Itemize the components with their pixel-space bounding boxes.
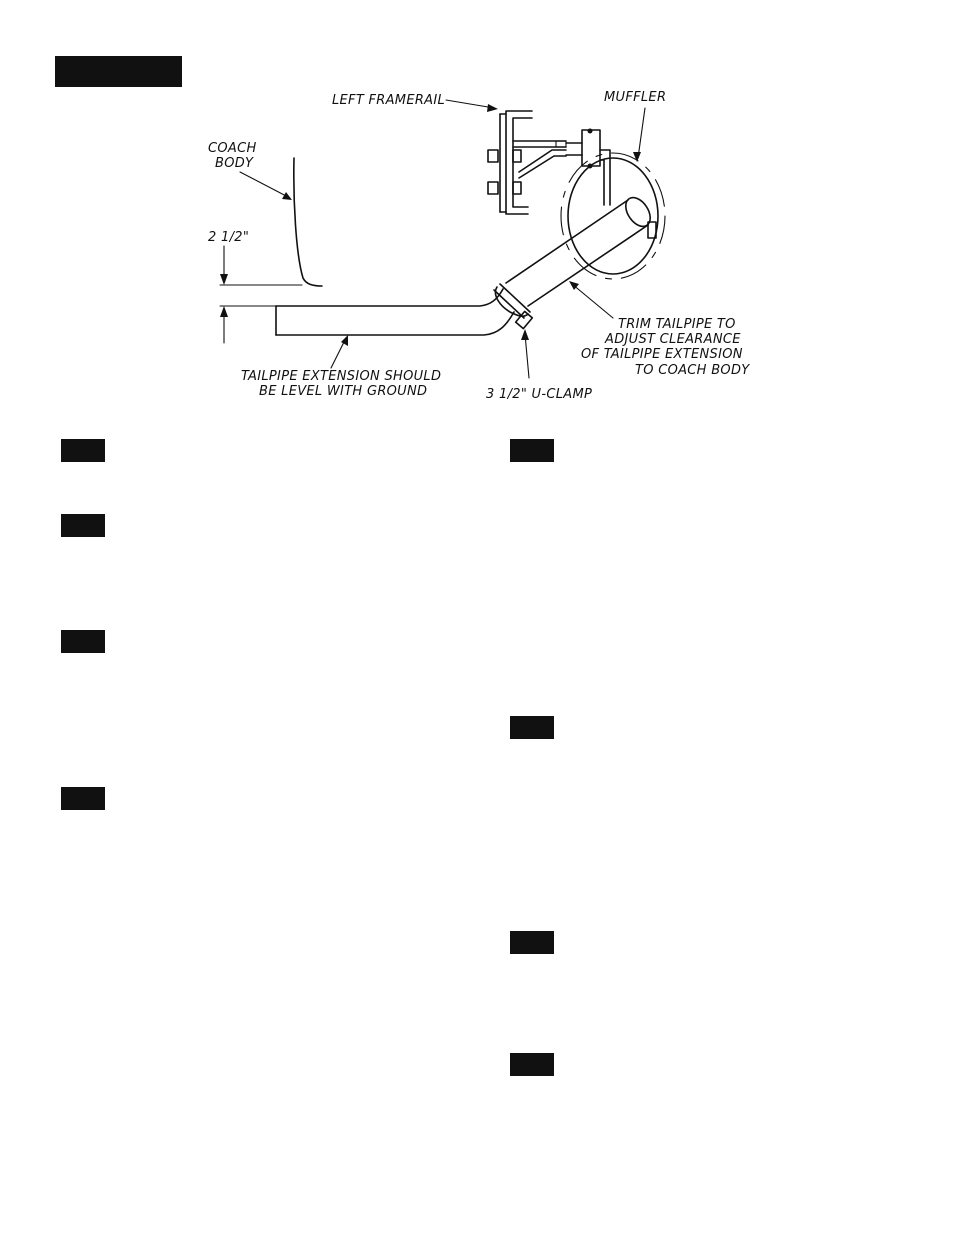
- framerail-arrow: [446, 100, 498, 112]
- label-u-clamp: 3 1/2" U-CLAMP: [486, 387, 593, 402]
- step-marker-left-3: [61, 630, 105, 653]
- label-trim-line3: OF TAILPIPE EXTENSION: [581, 347, 743, 362]
- tailpipe-angled-section: [506, 193, 655, 306]
- coach-body-outline: [294, 158, 322, 286]
- tailpipe-level-arrow: [331, 335, 348, 368]
- label-trim-line1: TRIM TAILPIPE TO: [618, 317, 736, 332]
- step-marker-right-3: [510, 931, 554, 954]
- dimension-arrow-down: [220, 246, 228, 285]
- u-clamp-arrow: [521, 329, 529, 378]
- label-coach-body-line2: BODY: [215, 156, 254, 171]
- label-tailpipe-level-line1: TAILPIPE EXTENSION SHOULD: [241, 369, 442, 384]
- label-clearance: 2 1/2": [208, 230, 250, 245]
- trim-tailpipe-arrow: [569, 281, 613, 318]
- dimension-arrow-up: [220, 306, 228, 343]
- step-marker-right-2: [510, 716, 554, 739]
- muffler-arrow: [633, 108, 645, 162]
- step-marker-left-2: [61, 514, 105, 537]
- step-marker-left-4: [61, 787, 105, 810]
- step-marker-right-4: [510, 1053, 554, 1076]
- tailpipe-extension: [276, 289, 514, 335]
- label-trim-line4: TO COACH BODY: [635, 363, 750, 378]
- muffler-hanger: [566, 129, 610, 206]
- step-marker-right-1: [510, 439, 554, 462]
- label-coach-body-line1: COACH: [208, 141, 257, 156]
- label-muffler: MUFFLER: [604, 90, 667, 105]
- u-clamp: [494, 284, 532, 329]
- section-header-tab: [55, 56, 182, 87]
- label-trim-line2: ADJUST CLEARANCE: [605, 332, 741, 347]
- left-framerail: [488, 111, 566, 214]
- label-left-framerail: LEFT FRAMERAIL: [332, 93, 446, 108]
- tailpipe-installation-diagram: [190, 85, 770, 415]
- coach-body-arrow: [240, 172, 292, 200]
- label-tailpipe-level-line2: BE LEVEL WITH GROUND: [259, 384, 428, 399]
- step-marker-left-1: [61, 439, 105, 462]
